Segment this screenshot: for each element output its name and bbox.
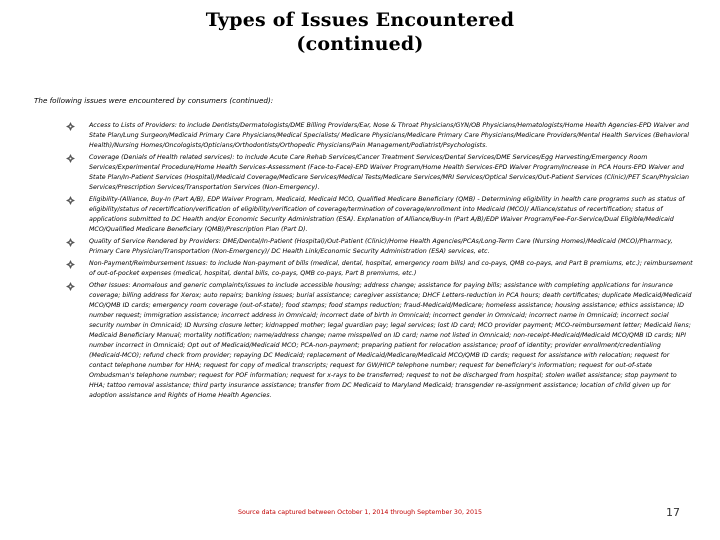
- list-item: [66, 237, 694, 257]
- list-item: [66, 153, 694, 193]
- list-item-text: Eligibility-(Alliance, Buy-In (Part A/B), EDP Waiver Program, Medicaid, Medicaid MCO, Qualified Medicare Beneficiary (QMB) - Determining eligibility in health care programs such as status of eligibility/status of recertification/verification of eligibility/verification of coverage/termination of coverage/enrollment into Medicaid (MCO)/ Alliance/status of recertification; status of applications submitted to DC Health and/or Economic Security Administration (ESA). Explanation of Alliance/Buy-In (Part A/B)/EDP Waiver Program/Fee-For-Service/Dual Eligible/Medicaid MCO/Qualified Medicare Beneficiary (QMB)/Prescription Plan (Part D).: [89, 196, 685, 233]
- list-item: [66, 281, 694, 401]
- diamond-bullet-icon: [66, 238, 75, 247]
- list-item-text: Coverage (Denials of Health related services): to include Acute Care Rehab Services/Cancer Treatment Services/Dental Services/DME Services/Egg Harvesting/Emergency Room Services/Experimental Procedure/Home Health Services-Assessment (Face-to-Face)-EPD Waiver Program/Home Health Services-EPD Waiver Program/Increase in PCA Hours-EPD Waiver and State Plan/In-Patient Services (Hospital)/Medicaid Coverage/Medicare Services/Medical Tests/Medicare Services/MRI Services/Optical Services/Out-Patient Services (Clinic)/PET Scan/Physician Services/Prescription Services/Transportation Services (Non-Emergency).: [89, 154, 689, 191]
- diamond-bullet-icon: [66, 260, 75, 269]
- page-title: [0, 8, 720, 56]
- diamond-bullet-icon: [66, 154, 75, 163]
- list-item-text: Other Issues: Anomalous and generic complaints/issues to include accessible housing; address change; assistance for paying bills; assistance with completing applications for insurance coverage; billing address for Xerox; auto repairs; banking issues; burial assistance; caregiver assistance; DHCF Letters-reduction in PCA hours; death certificates; duplicate Medicaid/Medicaid MCO/QMB ID cards; emergency room coverage (out-of-state); food stamps; food stamps reduction; fraud-Medicaid/Medicare; homeless assistance; housing assistance; ethics assistance; ID number request; immigration assistance; incorrect address in Omnicaid; incorrect date of birth in Omnicaid; incorrect gender in Omnicaid; incorrect name in Omnicaid; incorrect social security number in Omnicaid; ID Nursing closure letter; kidnapped mother; legal guardian pay; legal services; lost ID card; MCO provider payment; MCO-reimbursement letter; Medicaid liens; Medicaid Beneficiary Manual; mortality notification; name/address change; name misspelled on ID card; name not listed in Omnicaid; non-receipt-Medicaid/Medicaid MCO/QMB ID cards; NPI number incorrect in Omnicaid; Opt out of Medicaid/Medicaid MCO; PCA-non-payment; preparing patient for relocation assistance; proof of identity; provider enrollment/credentialing (Medicaid-MCO); refund check from provider; repaying DC Medicaid; replacement of Medicaid/Medicare/Medicaid MCO/QMB ID cards; request for assistance with relocation; request for contact telephone number for HHA; request for copy of medical transcripts; request for GW/HICP telephone number; request for beneficiary's information; request for out-of-state Ombudsman's telephone number; request for POF information; request for x-rays to be transferred; request to not be discharged from hospital; stolen wallet assistance; stop payment to HHA; tattoo removal assistance; third party insurance assistance; transfer from DC Medicaid to Maryland Medicaid; transgender re-assignment assistance; location of child given up for adoption assistance and Rights of Home Health Agencies.: [89, 282, 692, 399]
- diamond-bullet-icon: [66, 122, 75, 131]
- list-item-text: Non-Payment/Reimbursement Issues: to include Non-payment of bills (medical, dental, hospital, emergency room bills) and co-pays, QMB co-pays, and Part B premiums, etc.); reimbursement of out-of-pocket expenses (medical, hospital, dental bills, co-pays, QMB co-pays, Part B premiums, etc.): [89, 260, 693, 277]
- diamond-bullet-icon: [66, 282, 75, 291]
- issue-list: [66, 121, 694, 403]
- diamond-bullet-icon: [66, 196, 75, 205]
- page-number: 17: [666, 506, 680, 519]
- list-item: [66, 195, 694, 235]
- list-item-text: Access to Lists of Providers: to include Dentists/Dermatologists/DME Billing Providers/Ear, Nose & Throat Physicians/GYN/OB Physicians/Hematologists/Home Health Agencies-EPD Waiver and State Plan/Lung Surgeon/Medicaid Primary Care Physicians/Medical Specialists/ Medicare Physicians/Medicare Primary Care Physicians/Medicare Providers/Mental Health Services (Behavioral Health)/Nursing Homes/Oncologists/Opticians/Orthodontists/Orthopedic Physicians/Pain Management/Podiatrist/Psychologists.: [89, 122, 690, 149]
- list-item-text: Quality of Service Rendered by Providers: DME/Dental/In-Patient (Hospital)/Out-Patient (Clinic)/Home Health Agencies/PCAs/Long-Term Care (Nursing Homes)/Medicaid (MCO)/Pharmacy, Primary Care Physician/Transportation (Non-Emergency)/ DC Health Link/Economic Security Administration (ESA) services, etc.: [89, 238, 673, 255]
- list-item: [66, 121, 694, 151]
- title-line-2: (continued): [296, 33, 424, 55]
- intro-text: The following issues were encountered by consumers (continued):: [34, 96, 274, 105]
- source-note: Source data captured between October 1, 2014 through September 30, 2015: [238, 509, 482, 516]
- list-item: [66, 259, 694, 279]
- title-line-1: Types of Issues Encountered: [205, 9, 515, 31]
